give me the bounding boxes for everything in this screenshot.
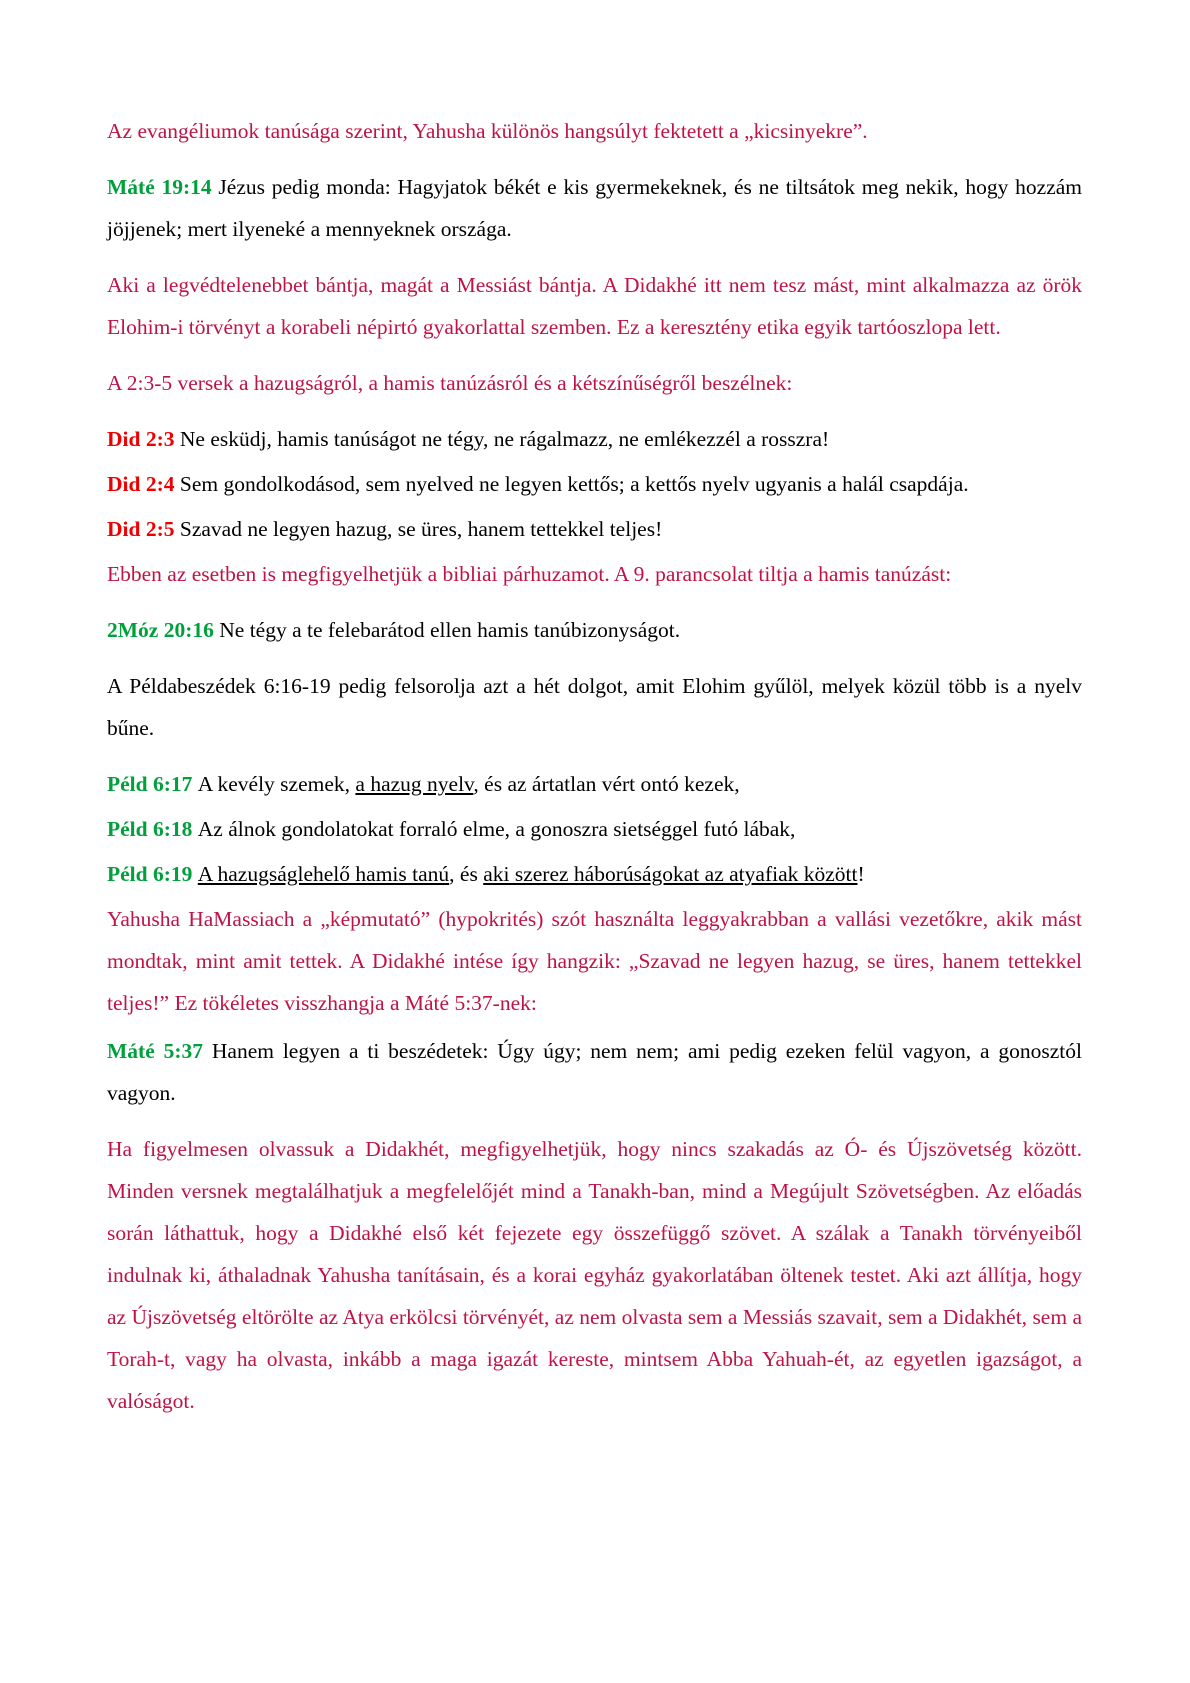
paragraph [107, 1030, 1082, 1114]
paragraph [107, 1128, 1082, 1422]
verse-reference-label: Did 2:4 [107, 472, 180, 496]
paragraph [107, 898, 1082, 1024]
paragraph [107, 853, 1082, 895]
text-run: Ne tégy a te felebarátod ellen hamis tanúbizonyságot. [219, 618, 681, 642]
text-run: A kevély szemek, [197, 772, 356, 796]
paragraph [107, 763, 1082, 805]
paragraph [107, 463, 1082, 505]
text-run: Ebben az esetben is megfigyelhetjük a bibliai párhuzamot. A 9. parancsolat tiltja a hamis tanúzást: [107, 562, 952, 586]
document-text-body [107, 110, 1082, 1422]
verse-reference-label: Máté 19:14 [107, 175, 219, 199]
verse-reference-label: Did 2:5 [107, 517, 180, 541]
verse-reference-label: Péld 6:17 [107, 772, 198, 796]
text-run: Az álnok gondolatokat forraló elme, a gonoszra sietséggel futó lábak, [197, 817, 796, 841]
paragraph [107, 665, 1082, 749]
paragraph [107, 264, 1082, 348]
verse-reference-label: Péld 6:19 [107, 862, 198, 886]
text-run: ! [857, 862, 865, 886]
text-run: Jézus pedig monda: Hagyjatok békét e kis gyermekeknek, és ne tiltsátok meg nekik, hogy hozzám jöjjenek; mert ilyeneké a mennyeknek országa. [107, 175, 1082, 241]
text-run: Ne esküdj, hamis tanúságot ne tégy, ne rágalmazz, ne emlékezzél a rosszra! [179, 427, 830, 451]
paragraph [107, 609, 1082, 651]
text-run: Az evangéliumok tanúsága szerint, Yahusha különös hangsúlyt fektetett a „kicsinyekre”. [107, 119, 868, 143]
paragraph [107, 508, 1082, 550]
text-run: aki szerez háborúságokat az atyafiak között [483, 862, 858, 886]
text-run: A hazugságlehelő hamis tanú [197, 862, 450, 886]
paragraph [107, 166, 1082, 250]
paragraph [107, 418, 1082, 460]
verse-reference-label: Máté 5:37 [107, 1039, 212, 1063]
text-run: Aki a legvédtelenebbet bántja, magát a Messiást bántja. A Didakhé itt nem tesz mást, mint alkalmazza az örök Elohim-i törvényt a korabeli népirtó gyakorlattal szemben. Ez a keresztény etika egyik tartóoszlopa lett. [107, 273, 1082, 339]
verse-reference-label: 2Móz 20:16 [107, 618, 220, 642]
paragraph [107, 553, 1082, 595]
verse-reference-label: Did 2:3 [107, 427, 180, 451]
verse-reference-label: Péld 6:18 [107, 817, 198, 841]
text-run: , és az ártatlan vért ontó kezek, [473, 772, 740, 796]
text-run: , és [449, 862, 484, 886]
paragraph [107, 362, 1082, 404]
paragraph [107, 808, 1082, 850]
text-run: A 2:3-5 versek a hazugságról, a hamis tanúzásról és a kétszínűségről beszélnek: [107, 371, 793, 395]
text-run: a hazug nyelv [355, 772, 474, 796]
text-run: Sem gondolkodásod, sem nyelved ne legyen kettős; a kettős nyelv ugyanis a halál csapdája. [179, 472, 969, 496]
text-run: Hanem legyen a ti beszédetek: Úgy úgy; nem nem; ami pedig ezeken felül vagyon, a gonosztól vagyon. [107, 1039, 1083, 1105]
paragraph [107, 110, 1082, 152]
text-run: Ha figyelmesen olvassuk a Didakhét, megfigyelhetjük, hogy nincs szakadás az Ó- és Újszövetség között. Minden versnek megtalálhatjuk a megfelelőjét mind a Tanakh-ban, mind a Megújult Szövetségben. Az előadás során láthattuk, hogy a Didakhé első két fejezete egy összefüggő szövet. A szálak a Tanakh törvényeiből indulnak ki, áthaladnak Yahusha tanításain, és a korai egyház gyakorlatában öltenek testet. Aki azt állítja, hogy az Újszövetség eltörölte az Atya erkölcsi törvényét, az nem olvasta sem a Messiás szavait, sem a Didakhét, sem a Torah-t, vagy ha olvasta, inkább a maga igazát kereste, mintsem Abba Yahuah-ét, az egyetlen igazságot, a valóságot. [107, 1137, 1082, 1413]
text-run: Szavad ne legyen hazug, se üres, hanem tettekkel teljes! [179, 517, 663, 541]
text-run: Yahusha HaMassiach a „képmutató” (hypokrités) szót használta leggyakrabban a vallási vezetőkre, akik mást mondtak, mint amit tettek. A Didakhé intése így hangzik: „Szavad ne legyen hazug, se üres, hanem tettekkel teljes!” Ez tökéletes visszhangja a Máté 5:37-nek: [107, 907, 1082, 1015]
text-run: A Példabeszédek 6:16-19 pedig felsorolja azt a hét dolgot, amit Elohim gyűlöl, melyek közül több is a nyelv bűne. [107, 674, 1082, 740]
